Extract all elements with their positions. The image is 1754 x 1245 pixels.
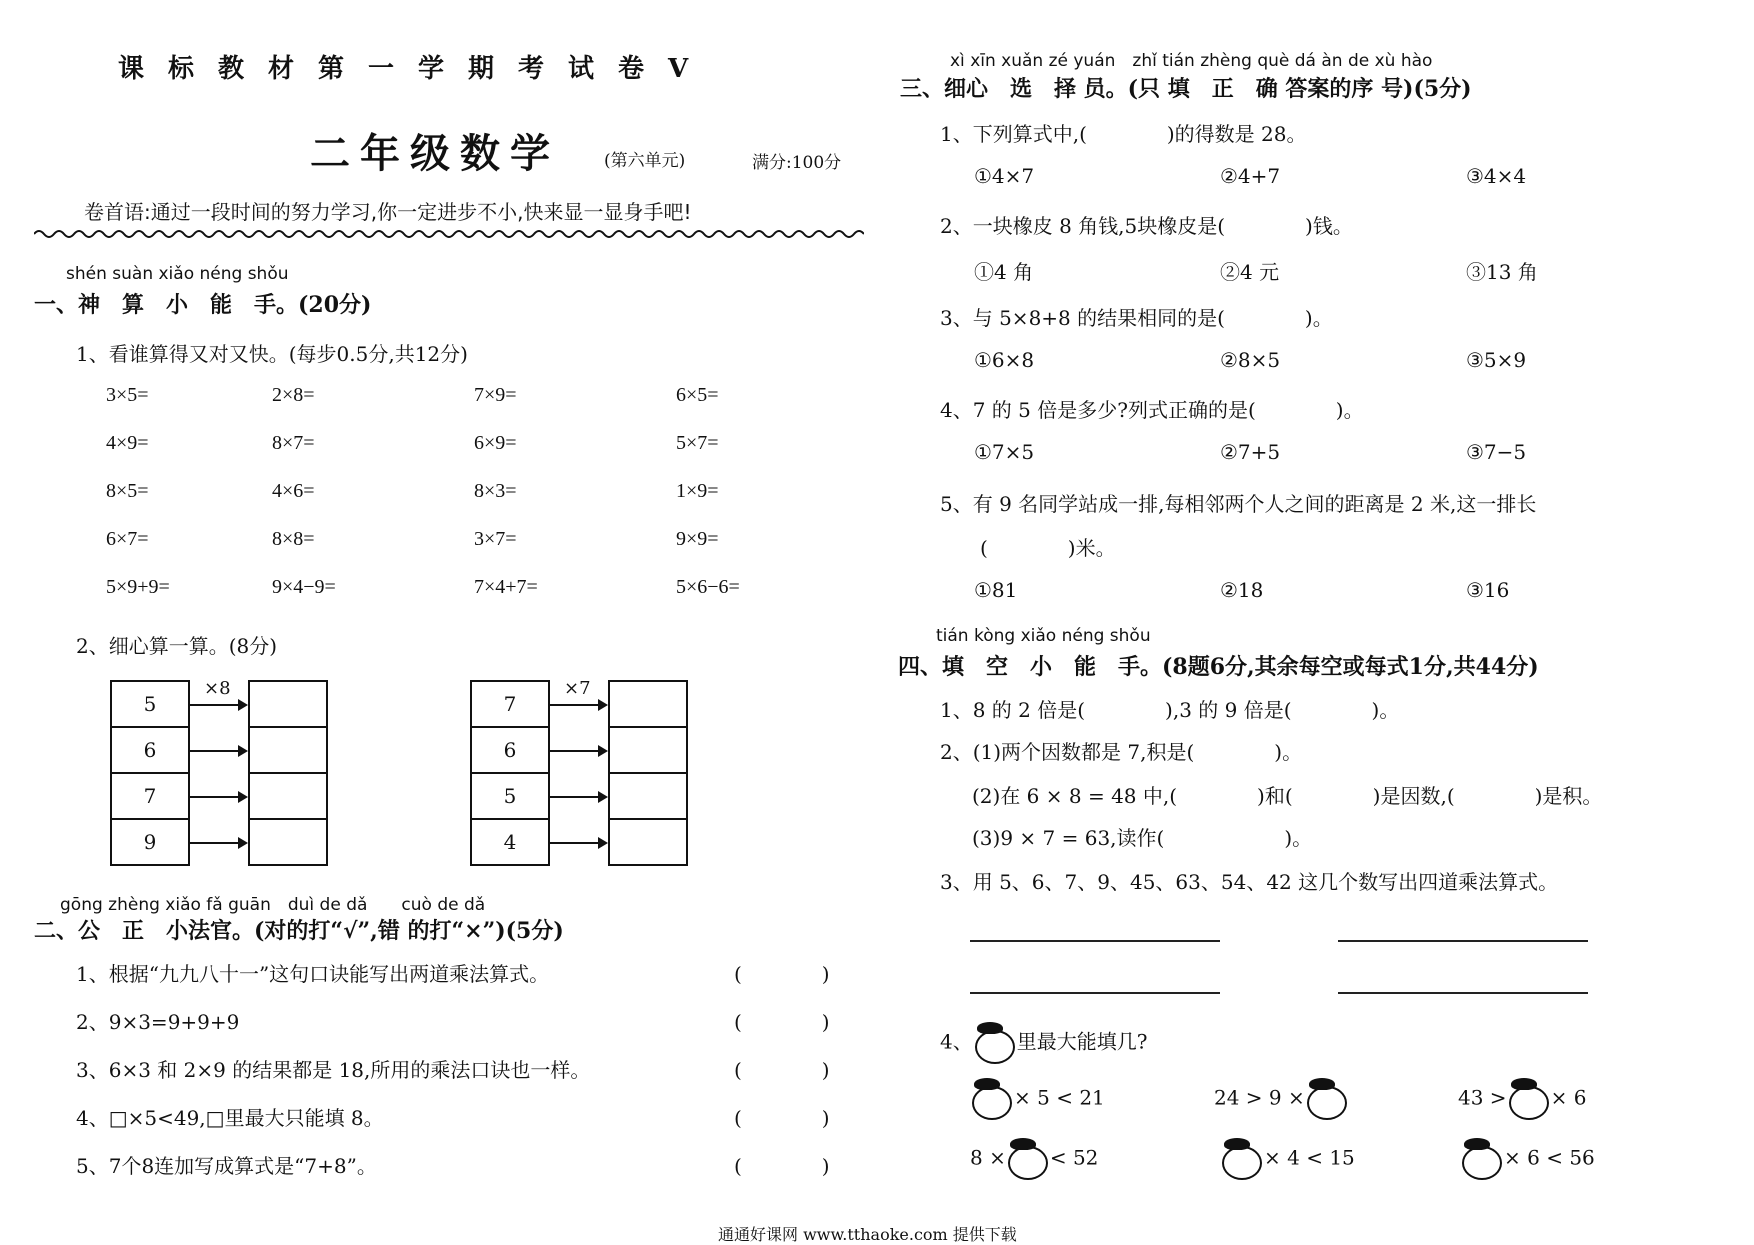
fill-q3: 3、用 5、6、7、9、45、63、54、42 这几个数写出四道乘法算式。	[940, 870, 1559, 894]
ineq-post: × 6 < 56	[1504, 1145, 1595, 1170]
choice-option[interactable]: ②7+5	[1220, 440, 1281, 464]
answer-paren[interactable]: ( )	[734, 1154, 830, 1178]
apple-icon[interactable]	[1006, 1138, 1050, 1180]
apple-icon[interactable]	[1220, 1138, 1264, 1180]
choice-option[interactable]: ③4×4	[1466, 164, 1527, 188]
exam-series-title: 课标教材第一学期考试卷Ⅴ	[118, 54, 713, 84]
answer-box[interactable]	[610, 682, 686, 728]
apple-icon[interactable]	[1507, 1078, 1551, 1120]
choice-option[interactable]: ③7−5	[1466, 440, 1527, 464]
box-value: 6	[472, 728, 548, 774]
arrow-icon	[188, 750, 246, 752]
ineq-pre: 24 > 9 ×	[1214, 1085, 1305, 1110]
ineq-post: × 5 < 21	[1014, 1085, 1105, 1110]
judge-item: 5、7个8连加写成算式是“7+8”。	[76, 1154, 377, 1178]
apple-inequality	[1220, 1138, 1355, 1180]
answer-paren[interactable]: ( )	[734, 1106, 830, 1130]
arrow-icon	[548, 842, 606, 844]
answer-box[interactable]	[610, 728, 686, 774]
math-expression: 6×5=	[676, 384, 719, 406]
box-value: 9	[143, 830, 157, 854]
arrow-icon	[188, 704, 246, 706]
section1-pinyin: shén suàn xiǎo néng shǒu	[66, 264, 289, 284]
answer-box[interactable]	[250, 820, 326, 864]
box-value: 5	[112, 682, 188, 728]
apple-icon[interactable]	[1460, 1138, 1504, 1180]
answer-box[interactable]	[250, 728, 326, 774]
answer-line[interactable]	[1338, 940, 1588, 942]
answer-box[interactable]	[610, 774, 686, 820]
choice-option[interactable]: ③5×9	[1466, 348, 1527, 372]
choice-question: 2、一块橡皮 8 角钱,5块橡皮是( )钱。	[940, 214, 1353, 238]
apple-inequality	[1458, 1078, 1586, 1120]
math-expression: 4×9=	[106, 432, 149, 454]
apple-inequality	[970, 1138, 1098, 1180]
box-value: 7	[112, 774, 188, 820]
answer-box-column-1[interactable]	[248, 680, 328, 866]
arrow-icon	[548, 750, 606, 752]
choice-option[interactable]: ①81	[974, 578, 1018, 602]
judge-item: 3、6×3 和 2×9 的结果都是 18,所用的乘法口诀也一样。	[76, 1058, 591, 1082]
choice-option[interactable]: ②4+7	[1220, 164, 1281, 188]
apple-icon	[973, 1022, 1017, 1064]
math-expression: 9×4−9=	[272, 576, 336, 598]
math-expression: 3×7=	[474, 528, 517, 550]
choice-option[interactable]: ②8×5	[1220, 348, 1281, 372]
multiplier-label: ×8	[204, 678, 231, 699]
math-expression: 6×7=	[106, 528, 149, 550]
choice-option[interactable]: ①4×7	[974, 164, 1035, 188]
fill-q4-text: 里最大能填几?	[1016, 1029, 1148, 1054]
fill-q2c: (3)9 × 7 = 63,读作( )。	[972, 826, 1313, 850]
apple-icon[interactable]	[1305, 1078, 1349, 1120]
fill-q1: 1、8 的 2 倍是( ),3 的 9 倍是( )。	[940, 698, 1400, 722]
section2-pinyin: gōng zhèng xiǎo fǎ guān duì de dǎ cuò de dǎ	[60, 895, 486, 915]
apple-inequality	[970, 1078, 1105, 1120]
judge-item: 1、根据“九九八十一”这句口诀能写出两道乘法算式。	[76, 962, 550, 986]
box-value: 5	[472, 774, 548, 820]
math-expression: 5×6−6=	[676, 576, 740, 598]
math-expression: 7×4+7=	[474, 576, 538, 598]
answer-paren[interactable]: ( )	[734, 1058, 830, 1082]
wave-divider	[34, 228, 864, 240]
choice-option[interactable]: ③13 角	[1466, 260, 1538, 284]
footer-text: 通通好课网 www.tthaoke.com 提供下载	[718, 1225, 1017, 1244]
answer-paren[interactable]: ( )	[734, 962, 830, 986]
choice-question: 3、与 5×8+8 的结果相同的是( )。	[940, 306, 1333, 330]
math-expression: 8×3=	[474, 480, 517, 502]
arrow-icon	[188, 796, 246, 798]
answer-box[interactable]	[250, 682, 326, 728]
choice-option[interactable]: ③16	[1466, 578, 1510, 602]
section4-title: 四、填 空 小 能 手。(8题6分,其余每空或每式1分,共44分)	[898, 654, 1539, 680]
apple-icon[interactable]	[970, 1078, 1014, 1120]
fill-q2b: (2)在 6 × 8 = 48 中,( )和( )是因数,( )是积。	[972, 784, 1603, 808]
fill-q4-number: 4、	[940, 1029, 973, 1054]
section3-title: 三、细心 选 择 员。(只 填 正 确 答案的序 号)(5分)	[900, 76, 1472, 102]
math-expression: 7×9=	[474, 384, 517, 406]
math-expression: 8×7=	[272, 432, 315, 454]
section4-pinyin: tián kòng xiǎo néng shǒu	[936, 626, 1151, 646]
motto-text: 卷首语:通过一段时间的努力学习,你一定进步不小,快来显一显身手吧!	[84, 200, 692, 224]
unit-label: (第六单元)	[604, 151, 686, 171]
answer-box[interactable]	[250, 774, 326, 820]
answer-line[interactable]	[970, 940, 1220, 942]
section2-title: 二、公 正 小法官。(对的打“√”,错 的打“×”)(5分)	[34, 918, 564, 944]
arrow-icon	[548, 796, 606, 798]
answer-paren[interactable]: ( )	[734, 1010, 830, 1034]
choice-option[interactable]: ①7×5	[974, 440, 1035, 464]
box-value: 7	[472, 682, 548, 728]
section1-q2-title: 2、细心算一算。(8分)	[76, 634, 278, 658]
choice-question-cont: ( )米。	[980, 536, 1116, 560]
ineq-pre: 43 >	[1458, 1085, 1507, 1110]
apple-inequality	[1460, 1138, 1595, 1180]
answer-box[interactable]	[610, 820, 686, 864]
choice-question: 1、下列算式中,( )的得数是 28。	[940, 122, 1307, 146]
math-expression: 8×8=	[272, 528, 315, 550]
ineq-pre: 8 ×	[970, 1145, 1006, 1170]
math-expression: 5×9+9=	[106, 576, 170, 598]
ineq-post: × 6	[1550, 1085, 1587, 1110]
ineq-post: < 52	[1049, 1145, 1099, 1170]
choice-option[interactable]: ②4 元	[1220, 260, 1280, 284]
arrow-icon	[548, 704, 606, 706]
fill-q2a: 2、(1)两个因数都是 7,积是( )。	[940, 740, 1303, 764]
math-expression: 5×7=	[676, 432, 719, 454]
math-expression: 8×5=	[106, 480, 149, 502]
answer-line[interactable]	[970, 992, 1220, 994]
box-value: 4	[503, 830, 517, 854]
choice-option[interactable]: ①4 角	[974, 260, 1034, 284]
section1-q1-title: 1、看谁算得又对又快。(每步0.5分,共12分)	[76, 342, 468, 366]
fill-q4	[940, 1022, 1147, 1064]
multiplier-label: ×7	[564, 678, 591, 699]
input-box-column-1	[110, 680, 190, 866]
math-expression: 3×5=	[106, 384, 149, 406]
input-box-column-2	[470, 680, 550, 866]
math-expression: 4×6=	[272, 480, 315, 502]
arrow-icon	[188, 842, 246, 844]
box-value: 6	[112, 728, 188, 774]
choice-question: 4、7 的 5 倍是多少?列式正确的是( )。	[940, 398, 1364, 422]
math-expression: 2×8=	[272, 384, 315, 406]
ineq-post: × 4 < 15	[1264, 1145, 1355, 1170]
answer-line[interactable]	[1338, 992, 1588, 994]
full-score-label: 满分:100分	[752, 153, 842, 173]
section3-pinyin: xì xīn xuǎn zé yuán zhǐ tián zhèng què dá àn de xù hào	[950, 51, 1433, 71]
apple-inequality	[1214, 1078, 1349, 1120]
choice-option[interactable]: ②18	[1220, 578, 1264, 602]
math-expression: 9×9=	[676, 528, 719, 550]
section1-title: 一、神 算 小 能 手。(20分)	[34, 292, 372, 318]
math-expression: 6×9=	[474, 432, 517, 454]
choice-question: 5、有 9 名同学站成一排,每相邻两个人之间的距离是 2 米,这一排长	[940, 492, 1537, 516]
choice-option[interactable]: ①6×8	[974, 348, 1035, 372]
page-title: 二年级数学	[310, 130, 560, 177]
answer-box-column-2[interactable]	[608, 680, 688, 866]
judge-item: 2、9×3=9+9+9	[76, 1010, 240, 1034]
math-expression: 1×9=	[676, 480, 719, 502]
judge-item: 4、□×5<49,□里最大只能填 8。	[76, 1106, 384, 1130]
